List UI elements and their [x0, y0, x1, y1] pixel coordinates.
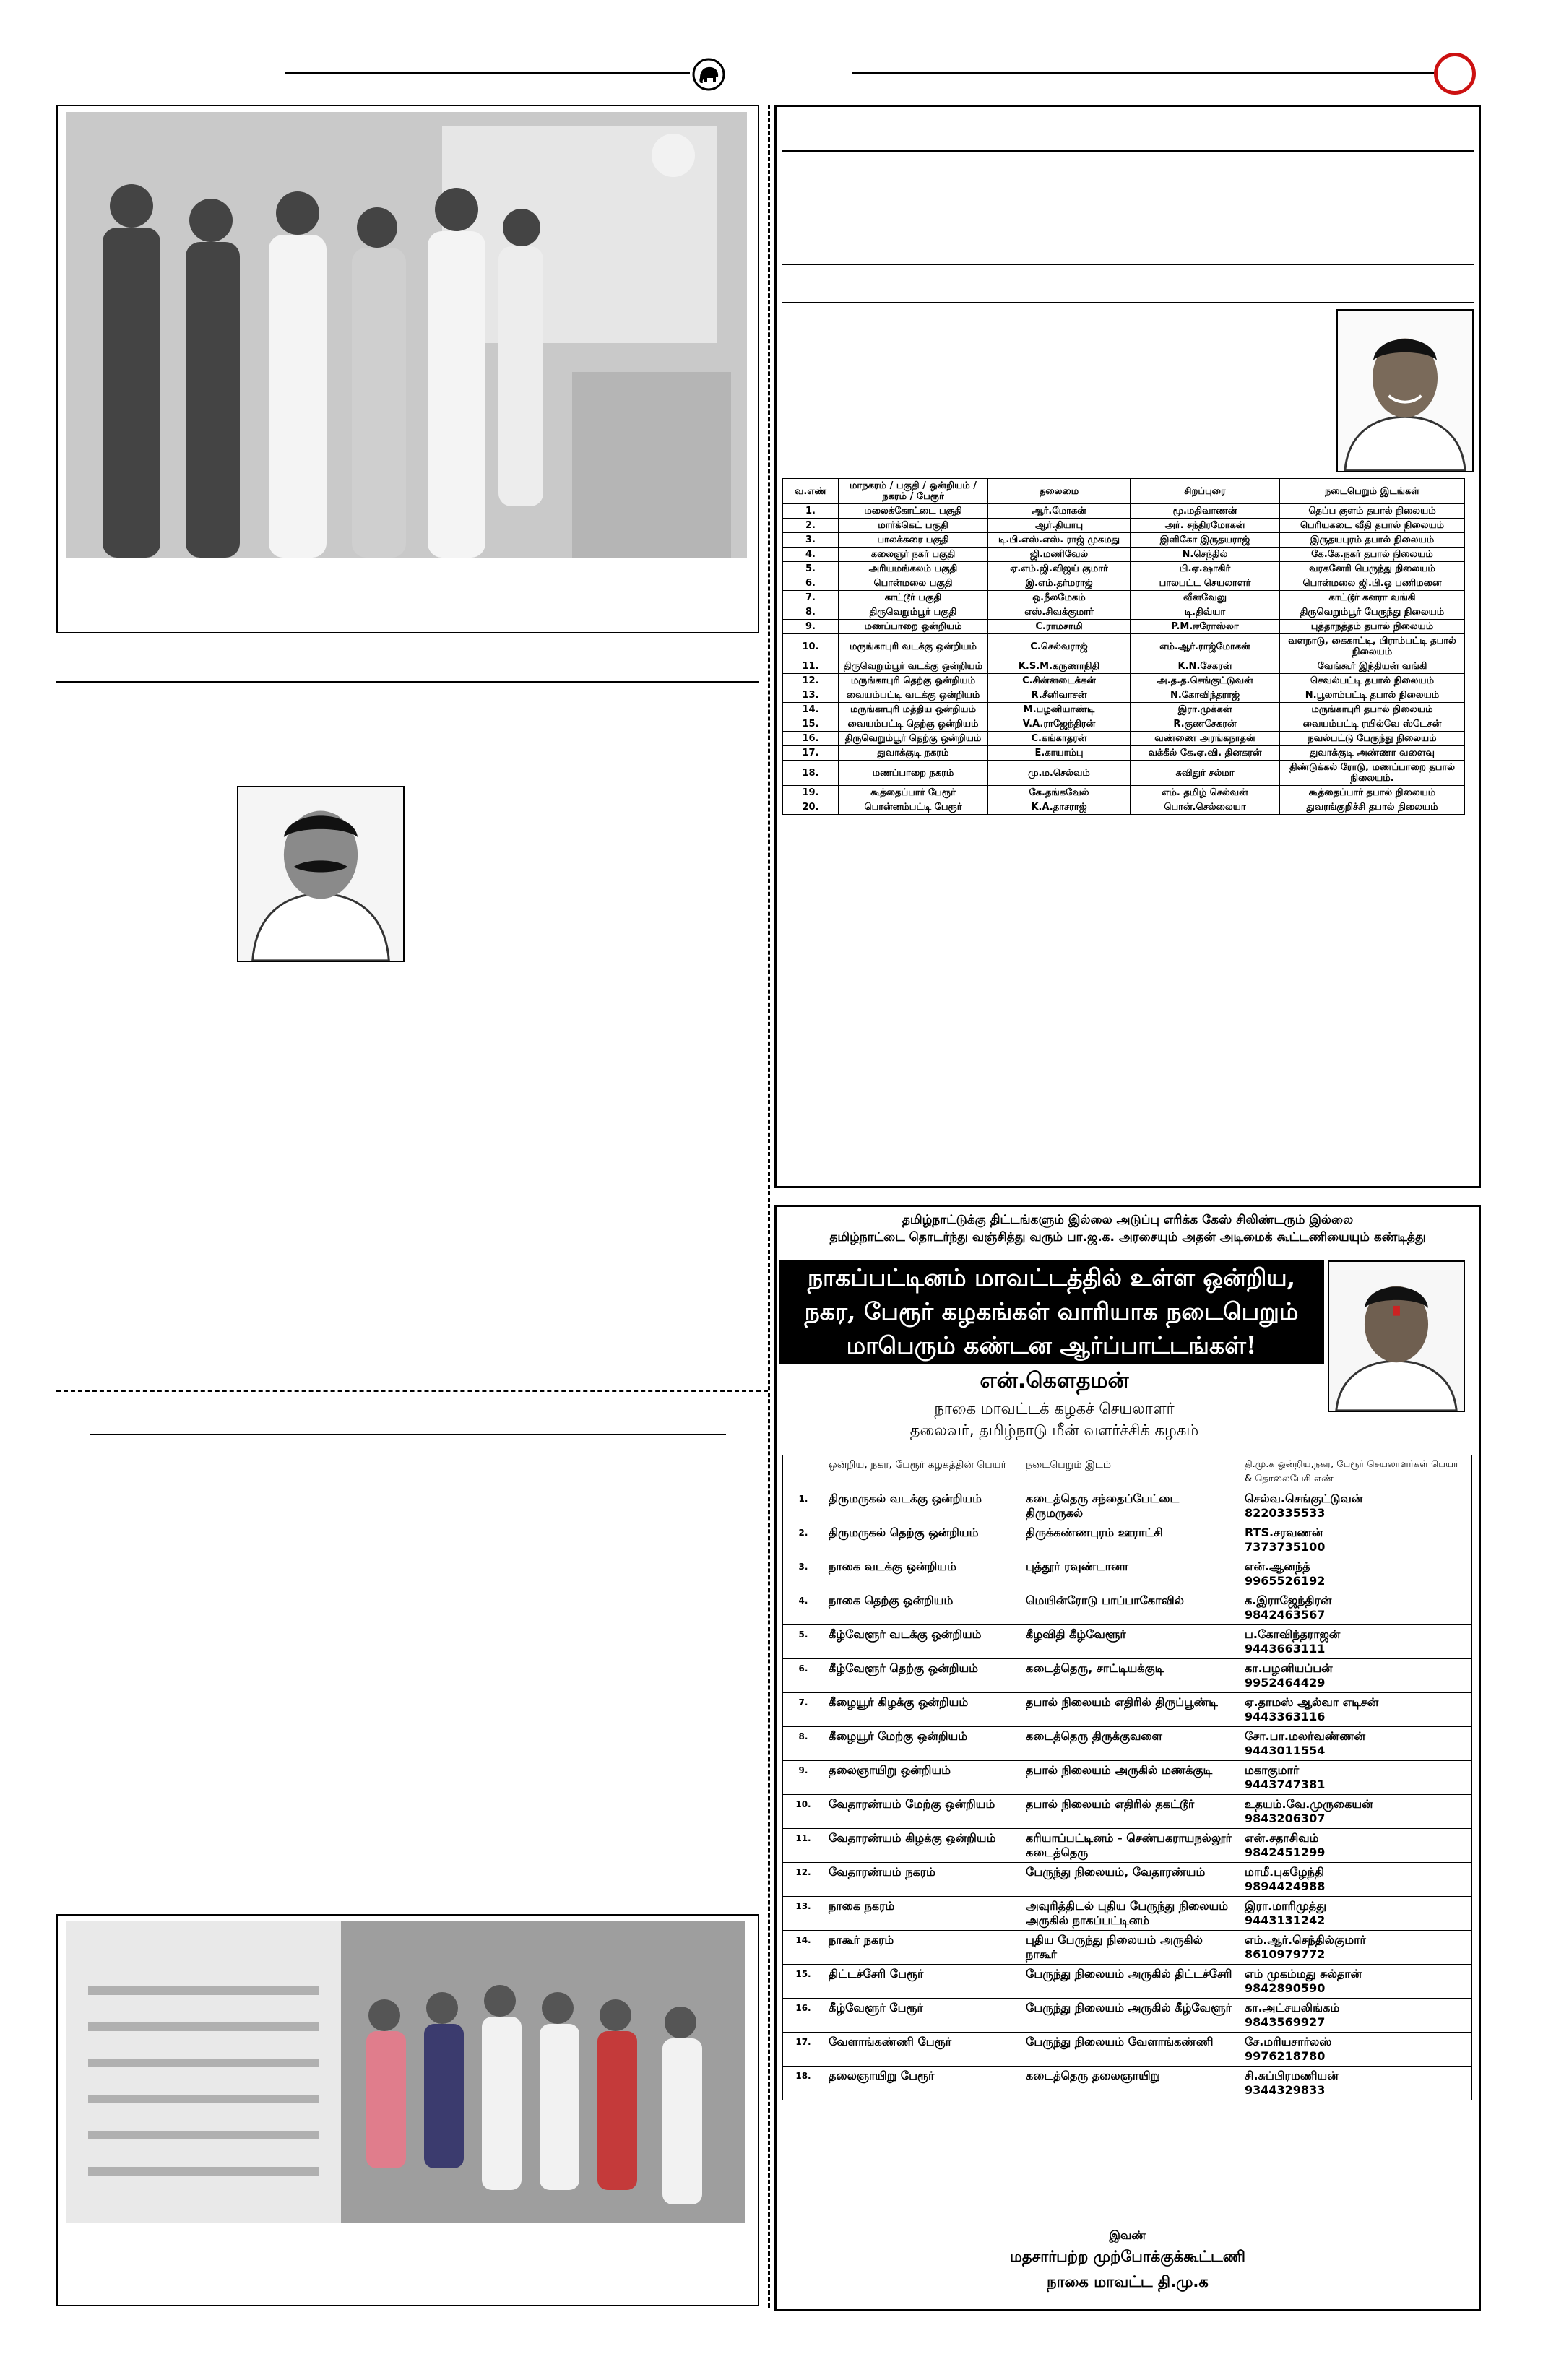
table-cell: K.N.சேகரன்	[1131, 659, 1280, 674]
secretary-name: கா.அட்சயலிங்கம்	[1245, 2001, 1340, 2015]
table-cell: 11.	[783, 659, 839, 674]
secretary-phone: 7373735100	[1245, 1540, 1326, 1554]
table-cell: துவாக்குடி நகரம்	[839, 746, 988, 761]
table-cell: திருவெறும்பூர் தெற்கு ஒன்றியம்	[839, 732, 988, 746]
secretary-phone: 9976218780	[1245, 2049, 1326, 2063]
portrait-gauthaman-icon	[1328, 1260, 1465, 1412]
table-cell: மார்க்கெட் பகுதி	[839, 519, 988, 533]
table-row	[783, 1829, 1472, 1863]
table-cell: N.பூலாம்பட்டி தபால் நிலையம்	[1280, 688, 1465, 703]
table-row	[783, 732, 1465, 746]
table-cell: மருங்காபுரி தெற்கு ஒன்றியம்	[839, 674, 988, 688]
table-cell: திண்டுக்கல் ரோடு, மணப்பாறை தபால் நிலையம்.	[1280, 761, 1465, 786]
table-cell: வையம்பட்டி வடக்கு ஒன்றியம்	[839, 688, 988, 703]
table-row	[783, 1897, 1472, 1931]
table-cell: 8.	[783, 1727, 824, 1761]
table-cell: 4.	[783, 548, 839, 562]
table-cell: 12.	[783, 1863, 824, 1897]
table-cell: 9.	[783, 620, 839, 634]
table-cell: காட்டூர் கனரா வங்கி	[1280, 591, 1465, 605]
table-cell: மணப்பாறை நகரம்	[839, 761, 988, 786]
table-row	[783, 800, 1465, 815]
secretary-name: சி.சுப்பிரமணியன்	[1245, 2069, 1339, 2082]
table-row	[783, 1625, 1472, 1659]
secretary-phone: 9952464429	[1245, 1676, 1326, 1689]
table-cell: நாகை நகரம்	[824, 1897, 1021, 1931]
table-row	[783, 1795, 1472, 1829]
table-cell: 18.	[783, 761, 839, 786]
left-divider-1	[56, 681, 759, 683]
table-row	[783, 761, 1465, 786]
table-cell: தபால் நிலையம் எதிரில் தகட்டூர்	[1021, 1795, 1240, 1829]
secretary-name: சோ.பா.மலர்வண்ணன்	[1245, 1729, 1366, 1743]
table-cell: 13.	[783, 688, 839, 703]
table-cell: பாலபட்ட செயலாளர்	[1131, 576, 1280, 591]
table-cell: புத்தாநத்தம் தபால் நிலையம்	[1280, 620, 1465, 634]
table-cell: அ.த.த.செங்குட்டுவன்	[1131, 674, 1280, 688]
table-cell: அர். சந்திரமோகன்	[1131, 519, 1280, 533]
table-header: தலைமை	[988, 479, 1131, 504]
table-cell: வையம்பட்டி தெற்கு ஒன்றியம்	[839, 717, 988, 732]
table-row	[783, 674, 1465, 688]
table-cell: திருமருகல் தெற்கு ஒன்றியம்	[824, 1523, 1021, 1557]
table-row	[783, 659, 1465, 674]
table-row	[783, 1761, 1472, 1795]
table-cell: 14.	[783, 703, 839, 717]
table-cell: வையம்பட்டி ரயில்வே ஸ்டேசன்	[1280, 717, 1465, 732]
table-cell: நாகூர் நகரம்	[824, 1931, 1021, 1965]
table-cell: C.செல்வராஜ்	[988, 634, 1131, 659]
table-cell	[1240, 1557, 1472, 1591]
table-cell	[1240, 1625, 1472, 1659]
table-row	[783, 1557, 1472, 1591]
red-circle-icon	[1434, 53, 1476, 95]
table-cell: சுவிதுர் சல்மா	[1131, 761, 1280, 786]
table-cell: கடைத்தெரு, சாட்டியக்குடி	[1021, 1659, 1240, 1693]
ad-footer-line1: மதசார்பற்ற முற்போக்குக்கூட்டணி	[1010, 2248, 1245, 2265]
table-cell	[1240, 1965, 1472, 1999]
table-row	[783, 634, 1465, 659]
table-cell: R.குணசேகரன்	[1131, 717, 1280, 732]
table-cell	[1240, 1795, 1472, 1829]
table-cell: மூ.மதிவாணன்	[1131, 504, 1280, 519]
secretary-name: ப.கோவிந்தராஜன்	[1245, 1627, 1341, 1641]
table-cell: திருக்கண்ணபுரம் ஊராட்சி	[1021, 1523, 1240, 1557]
table-row	[783, 1999, 1472, 2033]
table-cell	[1240, 1693, 1472, 1727]
table-cell: காட்டூர் பகுதி	[839, 591, 988, 605]
table-cell: அவுரித்திடல் புதிய பேருந்து நிலையம் அருகில் நாகப்பட்டினம்	[1021, 1897, 1240, 1931]
table-cell: P.M.ஈரோஸ்லா	[1131, 620, 1280, 634]
secretary-phone: 9842463567	[1245, 1608, 1326, 1622]
table-row	[783, 703, 1465, 717]
table-row	[783, 1863, 1472, 1897]
table-cell: ஆர்.தியாபு	[988, 519, 1131, 533]
table-cell: 4.	[783, 1591, 824, 1625]
event-photo-icon	[66, 112, 747, 558]
table-row	[783, 533, 1465, 548]
table-row	[783, 2067, 1472, 2100]
left-divider-3	[90, 1434, 726, 1435]
table-cell	[1240, 1931, 1472, 1965]
table-cell: கூத்தைப்பார் தபால் நிலையம்	[1280, 786, 1465, 800]
table-cell: 3.	[783, 1557, 824, 1591]
table-cell: நாகை வடக்கு ஒன்றியம்	[824, 1557, 1021, 1591]
table-cell: 20.	[783, 800, 839, 815]
secretary-phone: 9443363116	[1245, 1710, 1326, 1723]
table-cell: திட்டச்சேரி பேரூர்	[824, 1965, 1021, 1999]
table-cell: 5.	[783, 1625, 824, 1659]
table-cell: K.S.M.கருணாநிதி	[988, 659, 1131, 674]
table-cell: E.காயாம்பு	[988, 746, 1131, 761]
table-row	[783, 1591, 1472, 1625]
table-cell: கடைத்தெரு திருக்குவளை	[1021, 1727, 1240, 1761]
table-cell: கீழ்வேளூர் வடக்கு ஒன்றியம்	[824, 1625, 1021, 1659]
table-row	[783, 620, 1465, 634]
table-cell: இரா.முக்கன்	[1131, 703, 1280, 717]
table-cell: 1.	[783, 1489, 824, 1523]
program-table	[782, 478, 1465, 815]
table-cell: 16.	[783, 1999, 824, 2033]
table-cell: இருதயபுரம் தபால் நிலையம்	[1280, 533, 1465, 548]
table-cell: ஆர்.மோகன்	[988, 504, 1131, 519]
secretary-phone: 8220335533	[1245, 1506, 1326, 1520]
table-row	[783, 591, 1465, 605]
table-cell: 16.	[783, 732, 839, 746]
table-cell: வேதாரண்யம் நகரம்	[824, 1863, 1021, 1897]
secretary-phone: 9443011554	[1245, 1744, 1326, 1757]
table-cell: ஒ.நீலமேகம்	[988, 591, 1131, 605]
site-inspection-photo-icon	[66, 1921, 745, 2223]
table-cell: K.A.தாசராஜ்	[988, 800, 1131, 815]
table-header: தி.மு.க ஒன்றிய,நகர, பேரூர் செயலாளர்கள் பெயர் & தொலைபேசி எண்	[1240, 1455, 1472, 1489]
table-cell: நவல்பட்டு பேருந்து நிலையம்	[1280, 732, 1465, 746]
ad-footer-label: இவண்	[1109, 2228, 1146, 2242]
table-cell: திருவெறும்பூர் பேருந்து நிலையம்	[1280, 605, 1465, 620]
table-row	[783, 504, 1465, 519]
secretary-phone: 9344329833	[1245, 2083, 1326, 2097]
table-cell: பாலக்கரை பகுதி	[839, 533, 988, 548]
table-cell: திருமருகல் வடக்கு ஒன்றியம்	[824, 1489, 1021, 1523]
table-cell: 15.	[783, 717, 839, 732]
table-cell: 2.	[783, 1523, 824, 1557]
table-cell: துவரங்குறிச்சி தபால் நிலையம்	[1280, 800, 1465, 815]
table-cell: மலைக்கோட்டை பகுதி	[839, 504, 988, 519]
table-cell: பொன்னம்பட்டி பேரூர்	[839, 800, 988, 815]
table-cell: 17.	[783, 746, 839, 761]
ad-headline-line1: நாகப்பட்டினம் மாவட்டத்தில் உள்ள ஒன்றிய,	[807, 1263, 1296, 1291]
ad-headline-line3: மாபெரும் கண்டன ஆர்ப்பாட்டங்கள்!	[846, 1331, 1257, 1359]
right-top-rule-2	[782, 264, 1474, 265]
table-cell: கடைத்தெரு தலைஞாயிறு	[1021, 2067, 1240, 2100]
table-cell: புத்தூர் ரவுண்டானா	[1021, 1557, 1240, 1591]
table-cell: திருவெறும்பூர் வடக்கு ஒன்றியம்	[839, 659, 988, 674]
table-cell: C.ராமசாமி	[988, 620, 1131, 634]
table-cell: தபால் நிலையம் எதிரில் திருப்பூண்டி	[1021, 1693, 1240, 1727]
table-cell: கரியாப்பட்டினம் - செண்பகராயநல்லூர் கடைத்தெரு	[1021, 1829, 1240, 1863]
table-cell: 5.	[783, 562, 839, 576]
table-cell: தபால் நிலையம் அருகில் மணக்குடி	[1021, 1761, 1240, 1795]
table-row	[783, 562, 1465, 576]
table-cell: ஜி.மணிவேல்	[988, 548, 1131, 562]
table-cell: பேருந்து நிலையம் வேளாங்கண்ணி	[1021, 2033, 1240, 2067]
table-cell: கலைஞர் நகர் பகுதி	[839, 548, 988, 562]
table-cell: வேதாரண்யம் கிழக்கு ஒன்றியம்	[824, 1829, 1021, 1863]
table-cell: N.செந்தில்	[1131, 548, 1280, 562]
table-cell	[1240, 2033, 1472, 2067]
table-cell: இளிகோ இருதயராஜ்	[1131, 533, 1280, 548]
secretary-name: எம் முகம்மது சுல்தான்	[1245, 1967, 1362, 1981]
secretary-phone: 9965526192	[1245, 1574, 1326, 1588]
secretary-phone: 9842451299	[1245, 1845, 1326, 1859]
table-cell: செவல்பட்டி தபால் நிலையம்	[1280, 674, 1465, 688]
table-cell: இ.எம்.தர்மராஜ்	[988, 576, 1131, 591]
secretary-name: ஏ.தாமஸ் ஆல்வா எடிசன்	[1245, 1695, 1379, 1709]
table-row	[783, 2033, 1472, 2067]
ad-intro-line2: தமிழ்நாட்டை தொடர்ந்து வஞ்சித்து வரும் பா.ஜ.க. அரசையும் அதன் அடிமைக் கூட்டணியையும் கண்டித்து	[829, 1230, 1426, 1245]
table-cell: எம். தமிழ் செல்வன்	[1131, 786, 1280, 800]
secretary-name: இரா.மாரிமுத்து	[1245, 1899, 1327, 1913]
table-cell: அரியமங்கலம் பகுதி	[839, 562, 988, 576]
table-cell	[1240, 1659, 1472, 1693]
table-cell: மு.ம.செல்வம்	[988, 761, 1131, 786]
table-header: ஒன்றிய, நகர, பேரூர் கழகத்தின் பெயர்	[824, 1455, 1021, 1489]
secretary-name: மாமீ.புகழேந்தி	[1245, 1865, 1324, 1879]
ad-role2: தலைவர், தமிழ்நாடு மீன் வளர்ச்சிக் கழகம்	[909, 1421, 1199, 1439]
column-separator	[768, 105, 770, 2308]
table-cell	[1240, 1761, 1472, 1795]
table-header: மாநகரம் / பகுதி / ஒன்றியம் / நகரம் / பேரூர்	[839, 479, 988, 504]
table-cell: 7.	[783, 591, 839, 605]
table-cell: கே.கே.நகர் தபால் நிலையம்	[1280, 548, 1465, 562]
table-row	[783, 576, 1465, 591]
elephant-logo-icon	[692, 58, 725, 91]
table-cell: 12.	[783, 674, 839, 688]
secretary-phone: 9443747381	[1245, 1778, 1326, 1791]
table-header: நடைபெறும் இடம்	[1021, 1455, 1240, 1489]
table-cell: தலைஞாயிறு ஒன்றியம்	[824, 1761, 1021, 1795]
secretary-phone: 8610979772	[1245, 1947, 1326, 1961]
table-cell: திருவெறும்பூர் பகுதி	[839, 605, 988, 620]
table-cell: வக்கீல் கே.ஏ.வி. தினகரன்	[1131, 746, 1280, 761]
right-top-rule-1	[782, 150, 1474, 152]
table-cell: V.A.ராஜேந்திரன்	[988, 717, 1131, 732]
table-cell: கீழ்வேளூர் தெற்கு ஒன்றியம்	[824, 1659, 1021, 1693]
table-row	[783, 1727, 1472, 1761]
table-cell: பி.ஏ.ஷாகிர்	[1131, 562, 1280, 576]
table-cell: வரகனேரி பெருந்து நிலையம்	[1280, 562, 1465, 576]
table-cell: புதிய பேருந்து நிலையம் அருகில் நாகூர்	[1021, 1931, 1240, 1965]
table-row	[783, 1965, 1472, 1999]
ad-headline-block	[779, 1260, 1324, 1364]
table-cell: வீனவேலு	[1131, 591, 1280, 605]
secretary-name: கா.பழனியப்பன்	[1245, 1661, 1333, 1675]
header-rule-right	[852, 72, 1439, 74]
secretary-name: என்.சதாசிவம்	[1245, 1831, 1319, 1845]
table-cell: மருங்காபுரி மத்திய ஒன்றியம்	[839, 703, 988, 717]
secretary-name: செல்வ.செங்குட்டுவன்	[1245, 1492, 1363, 1505]
protest-table	[782, 1455, 1472, 2100]
table-row	[783, 688, 1465, 703]
table-cell: கூத்தைப்பார் பேரூர்	[839, 786, 988, 800]
table-cell: 18.	[783, 2067, 824, 2100]
table-cell: பொன்மலை ஜி.பி.ஓ பணிமனை	[1280, 576, 1465, 591]
table-cell: C.கங்காதரன்	[988, 732, 1131, 746]
table-cell	[1240, 1863, 1472, 1897]
table-cell: C.சின்னடைக்கன்	[988, 674, 1131, 688]
secretary-phone: 9842890590	[1245, 1981, 1326, 1995]
table-header: வ.எண்	[783, 479, 839, 504]
table-row	[783, 1931, 1472, 1965]
table-cell	[1240, 1489, 1472, 1523]
table-cell: கீழையூர் கிழக்கு ஒன்றியம்	[824, 1693, 1021, 1727]
table-cell: வேங்கூர் இந்தியன் வங்கி	[1280, 659, 1465, 674]
table-cell: மருங்காபுரி வடக்கு ஒன்றியம்	[839, 634, 988, 659]
table-cell: 17.	[783, 2033, 824, 2067]
table-cell: 2.	[783, 519, 839, 533]
table-cell	[1240, 1829, 1472, 1863]
secretary-phone: 9443131242	[1245, 1913, 1326, 1927]
table-header: நடைபெறும் இடங்கள்	[1280, 479, 1465, 504]
table-cell: வண்ணை அரங்கநாதன்	[1131, 732, 1280, 746]
table-cell	[1240, 1897, 1472, 1931]
table-cell: M.பழனியாண்டி	[988, 703, 1131, 717]
table-cell: 9.	[783, 1761, 824, 1795]
table-cell: 10.	[783, 1795, 824, 1829]
table-cell: 19.	[783, 786, 839, 800]
table-cell	[1240, 1523, 1472, 1557]
table-cell: தலைஞாயிறு பேரூர்	[824, 2067, 1021, 2100]
table-cell	[1240, 2067, 1472, 2100]
portrait-man-icon	[1336, 309, 1474, 472]
table-cell: 3.	[783, 533, 839, 548]
table-cell: கீழ்வேளூர் பேரூர்	[824, 1999, 1021, 2033]
table-cell: N.கோவிந்தராஜ்	[1131, 688, 1280, 703]
table-cell: வேளாங்கண்ணி பேரூர்	[824, 2033, 1021, 2067]
table-row	[783, 1659, 1472, 1693]
table-cell: 13.	[783, 1897, 824, 1931]
ad-footer-line2: நாகை மாவட்ட தி.மு.க	[1047, 2273, 1209, 2290]
table-cell	[1240, 1591, 1472, 1625]
table-row	[783, 786, 1465, 800]
table-row	[783, 548, 1465, 562]
table-cell: வளநாடு, கைகாட்டி, பிராம்பட்டி தபால் நிலையம்	[1280, 634, 1465, 659]
table-cell: 6.	[783, 576, 839, 591]
table-cell: மெயின்ரோடு பாப்பாகோவில்	[1021, 1591, 1240, 1625]
table-cell: பொன்.செல்லையா	[1131, 800, 1280, 815]
table-cell: டி.பி.எஸ்.எஸ். ராஜ் முகமது	[988, 533, 1131, 548]
secretary-phone: 9843569927	[1245, 2015, 1326, 2029]
ad-name: என்.கௌதமன்	[980, 1368, 1129, 1393]
table-row	[783, 1523, 1472, 1557]
table-header	[783, 1455, 824, 1489]
table-cell: துவாக்குடி அண்ணா வளைவு	[1280, 746, 1465, 761]
table-cell: எஸ்.சிவக்குமார்	[988, 605, 1131, 620]
table-cell: பேருந்து நிலையம் அருகில் கீழ்வேளூர்	[1021, 1999, 1240, 2033]
table-row	[783, 717, 1465, 732]
table-row	[783, 1693, 1472, 1727]
table-cell: கீழையூர் மேற்கு ஒன்றியம்	[824, 1727, 1021, 1761]
table-cell: பேருந்து நிலையம் அருகில் திட்டச்சேரி	[1021, 1965, 1240, 1999]
table-cell: எம்.ஆர்.ராஜ்மோகன்	[1131, 634, 1280, 659]
table-cell: கே.தங்கவேல்	[988, 786, 1131, 800]
table-cell: 1.	[783, 504, 839, 519]
table-cell: R.சீனிவாசன்	[988, 688, 1131, 703]
table-row	[783, 1489, 1472, 1523]
table-cell: தெப்ப குளம் தபால் நிலையம்	[1280, 504, 1465, 519]
table-cell: மருங்காபுரி தபால் நிலையம்	[1280, 703, 1465, 717]
secretary-phone: 9894424988	[1245, 1879, 1326, 1893]
table-cell: பேருந்து நிலையம், வேதாரண்யம்	[1021, 1863, 1240, 1897]
ad-headline-line2: நகர, பேரூர் கழகங்கள் வாரியாக நடைபெறும்	[804, 1297, 1299, 1325]
table-cell	[1240, 1727, 1472, 1761]
secretary-name: க.இராஜேந்திரன்	[1245, 1593, 1332, 1607]
table-cell: 11.	[783, 1829, 824, 1863]
table-cell: நாகை தெற்கு ஒன்றியம்	[824, 1591, 1021, 1625]
table-row	[783, 746, 1465, 761]
table-row	[783, 519, 1465, 533]
table-cell: 7.	[783, 1693, 824, 1727]
table-cell: பொன்மலை பகுதி	[839, 576, 988, 591]
table-cell: வேதாரண்யம் மேற்கு ஒன்றியம்	[824, 1795, 1021, 1829]
table-cell	[1240, 1999, 1472, 2033]
secretary-name: RTS.சரவணன்	[1245, 1526, 1323, 1539]
table-cell: 6.	[783, 1659, 824, 1693]
secretary-name: மகாகுமார்	[1245, 1763, 1300, 1777]
header-rule-left	[285, 72, 690, 74]
ad-intro-line1: தமிழ்நாட்டுக்கு திட்டங்களும் இல்லை அடுப்பு எரிக்க கேஸ் சிலிண்டரும் இல்லை	[902, 1213, 1354, 1227]
table-row	[783, 605, 1465, 620]
table-cell: 8.	[783, 605, 839, 620]
portrait-mustache-icon	[237, 786, 405, 962]
table-cell: டி.திவ்யா	[1131, 605, 1280, 620]
secretary-phone: 9443663111	[1245, 1642, 1326, 1656]
table-header: சிறப்புரை	[1131, 479, 1280, 504]
secretary-phone: 9843206307	[1245, 1812, 1326, 1825]
table-cell: 15.	[783, 1965, 824, 1999]
secretary-name: உதயம்.வே.முருகையன்	[1245, 1797, 1373, 1811]
table-cell: ஏ.எம்.ஜி.விஜய் குமார்	[988, 562, 1131, 576]
table-cell: கீழவிதி கீழ்வேளூர்	[1021, 1625, 1240, 1659]
secretary-name: எம்.ஆர்.செந்தில்குமார்	[1245, 1933, 1366, 1947]
table-cell: 10.	[783, 634, 839, 659]
right-top-rule-3	[782, 302, 1474, 303]
left-divider-2	[56, 1390, 768, 1392]
ad-role1: நாகை மாவட்டக் கழகச் செயலாளர்	[934, 1400, 1175, 1417]
secretary-name: சே.மரியசார்லஸ்	[1245, 2035, 1332, 2048]
table-cell: மணப்பாறை ஒன்றியம்	[839, 620, 988, 634]
secretary-name: என்.ஆனந்த்	[1245, 1559, 1310, 1573]
table-cell: பெரியகடை வீதி தபால் நிலையம்	[1280, 519, 1465, 533]
table-cell: கடைத்தெரு சந்தைப்பேட்டை திருமருகல்	[1021, 1489, 1240, 1523]
table-cell: 14.	[783, 1931, 824, 1965]
